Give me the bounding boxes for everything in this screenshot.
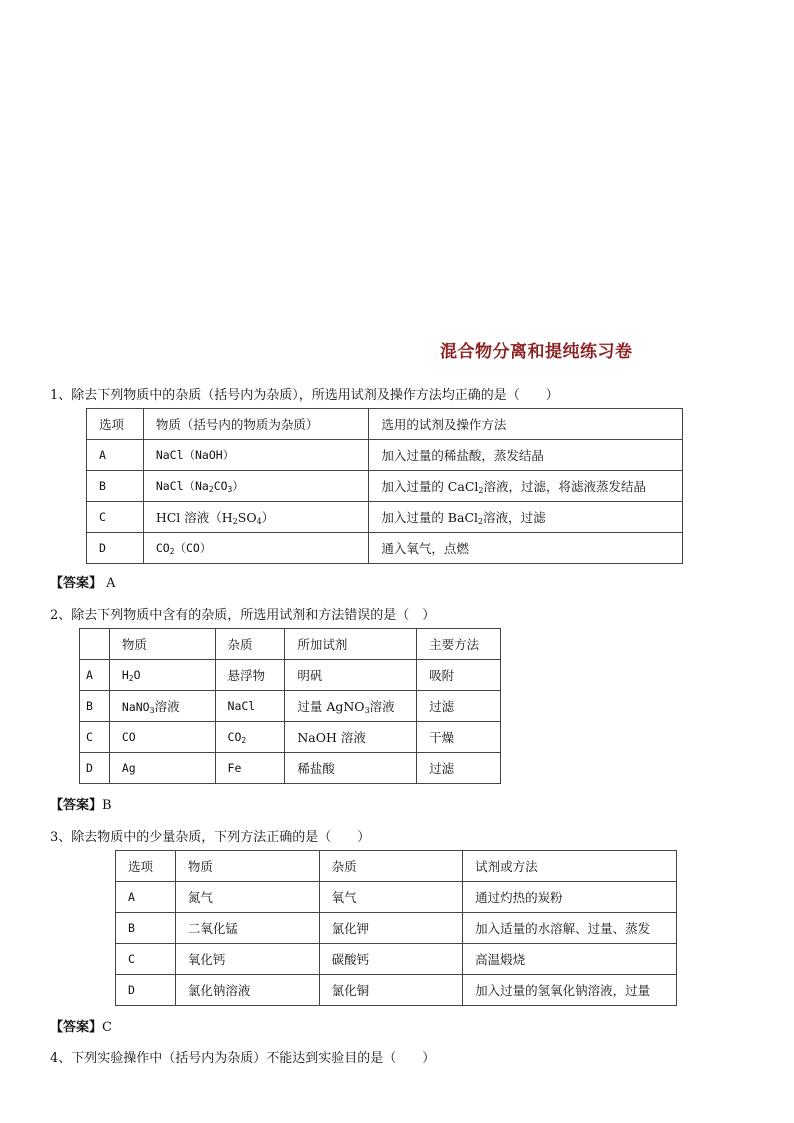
question-1-answer: 【答案】 A: [50, 576, 116, 591]
table-row: [87, 533, 683, 564]
substance-cell: 氯化钠溶液: [175, 975, 319, 1006]
impurity-cell: 碳酸钙: [319, 944, 463, 975]
substance-cell: Ag: [109, 753, 215, 784]
table-row: [116, 882, 677, 913]
question-2-table: [79, 628, 501, 784]
header-cell: 选项: [87, 409, 144, 440]
substance-cell: HCl 溶液$(H_2SO_4)$: [143, 502, 369, 533]
header-cell: [80, 629, 110, 660]
reagent-cell: 明矾: [285, 660, 417, 691]
method-cell: 加入过量的 BaCl$_2$溶液，过滤: [369, 502, 683, 533]
table-row: [116, 975, 677, 1006]
header-cell: 物质（括号内的物质为杂质）: [143, 409, 369, 440]
table-row: [80, 753, 501, 784]
question-2-answer: 【答案】B: [50, 798, 112, 813]
table-row: [87, 440, 683, 471]
table-header-row: [116, 851, 677, 882]
table-row: [80, 691, 501, 722]
header-cell: 试剂或方法: [463, 851, 677, 882]
method-cell: 通过灼热的炭粉: [463, 882, 677, 913]
substance-cell: 氧化钙: [175, 944, 319, 975]
option-cell: C: [87, 502, 144, 533]
option-cell: B: [80, 691, 110, 722]
question-3-answer: 【答案】C: [50, 1020, 112, 1035]
header-cell: 主要方法: [417, 629, 501, 660]
header-cell: 选用的试剂及操作方法: [369, 409, 683, 440]
header-cell: 选项: [116, 851, 176, 882]
impurity-cell: 悬浮物: [215, 660, 285, 691]
substance-cell: $CO_2(CO)$: [143, 533, 369, 564]
option-cell: D: [116, 975, 176, 1006]
method-cell: 通入氧气，点燃: [369, 533, 683, 564]
method-cell: 加入过量的氢氧化钠溶液，过量: [463, 975, 677, 1006]
table-header-row: [80, 629, 501, 660]
method-cell: 过滤: [417, 753, 501, 784]
impurity-cell: 氯化钾: [319, 913, 463, 944]
substance-cell: NaCl（NaOH）: [143, 440, 369, 471]
impurity-cell: Fe: [215, 753, 285, 784]
impurity-cell: $CO_2$: [215, 722, 285, 753]
method-cell: 吸附: [417, 660, 501, 691]
method-cell: 过滤: [417, 691, 501, 722]
option-cell: C: [80, 722, 110, 753]
header-cell: 物质: [175, 851, 319, 882]
substance-cell: 氮气: [175, 882, 319, 913]
table-row: [87, 471, 683, 502]
option-cell: A: [80, 660, 110, 691]
option-cell: D: [80, 753, 110, 784]
reagent-cell: 稀盐酸: [285, 753, 417, 784]
impurity-cell: 氯化铜: [319, 975, 463, 1006]
substance-cell: $NaCl(Na_2CO_3)$: [143, 471, 369, 502]
method-cell: 干燥: [417, 722, 501, 753]
reagent-cell: NaOH 溶液: [285, 722, 417, 753]
table-row: [87, 502, 683, 533]
header-cell: 所加试剂: [285, 629, 417, 660]
option-cell: D: [87, 533, 144, 564]
table-row: [116, 913, 677, 944]
option-cell: C: [116, 944, 176, 975]
table-row: [80, 660, 501, 691]
question-3-table: [115, 850, 677, 1006]
option-cell: A: [87, 440, 144, 471]
option-cell: A: [116, 882, 176, 913]
impurity-cell: 氧气: [319, 882, 463, 913]
question-3-stem: 3、除去物质中的少量杂质，下列方法正确的是（ ）: [50, 830, 371, 845]
table-row: [80, 722, 501, 753]
question-1-table: [86, 408, 683, 564]
substance-cell: 二氧化锰: [175, 913, 319, 944]
table-row: [116, 944, 677, 975]
table-header-row: [87, 409, 683, 440]
option-cell: B: [116, 913, 176, 944]
page-title: 混合物分离和提纯练习卷: [440, 342, 633, 362]
header-cell: 杂质: [215, 629, 285, 660]
question-4-stem: 4、下列实验操作中（括号内为杂质）不能达到实验目的是（ ）: [50, 1051, 436, 1066]
question-2-stem: 2、除去下列物质中含有的杂质，所选用试剂和方法错误的是（ ）: [50, 608, 436, 623]
method-cell: 加入过量的稀盐酸，蒸发结晶: [369, 440, 683, 471]
substance-cell: NaNO$_3$溶液: [109, 691, 215, 722]
method-cell: 加入适量的水溶解、过量、蒸发: [463, 913, 677, 944]
method-cell: 高温煅烧: [463, 944, 677, 975]
substance-cell: CO: [109, 722, 215, 753]
header-cell: 杂质: [319, 851, 463, 882]
impurity-cell: NaCl: [215, 691, 285, 722]
reagent-cell: 过量 AgNO$_3$溶液: [285, 691, 417, 722]
header-cell: 物质: [109, 629, 215, 660]
substance-cell: $H_2O$: [109, 660, 215, 691]
option-cell: B: [87, 471, 144, 502]
question-1-stem: 1、除去下列物质中的杂质（括号内为杂质），所选用试剂及操作方法均正确的是（ ）: [50, 388, 559, 403]
method-cell: 加入过量的 CaCl$_2$溶液，过滤，将滤液蒸发结晶: [369, 471, 683, 502]
